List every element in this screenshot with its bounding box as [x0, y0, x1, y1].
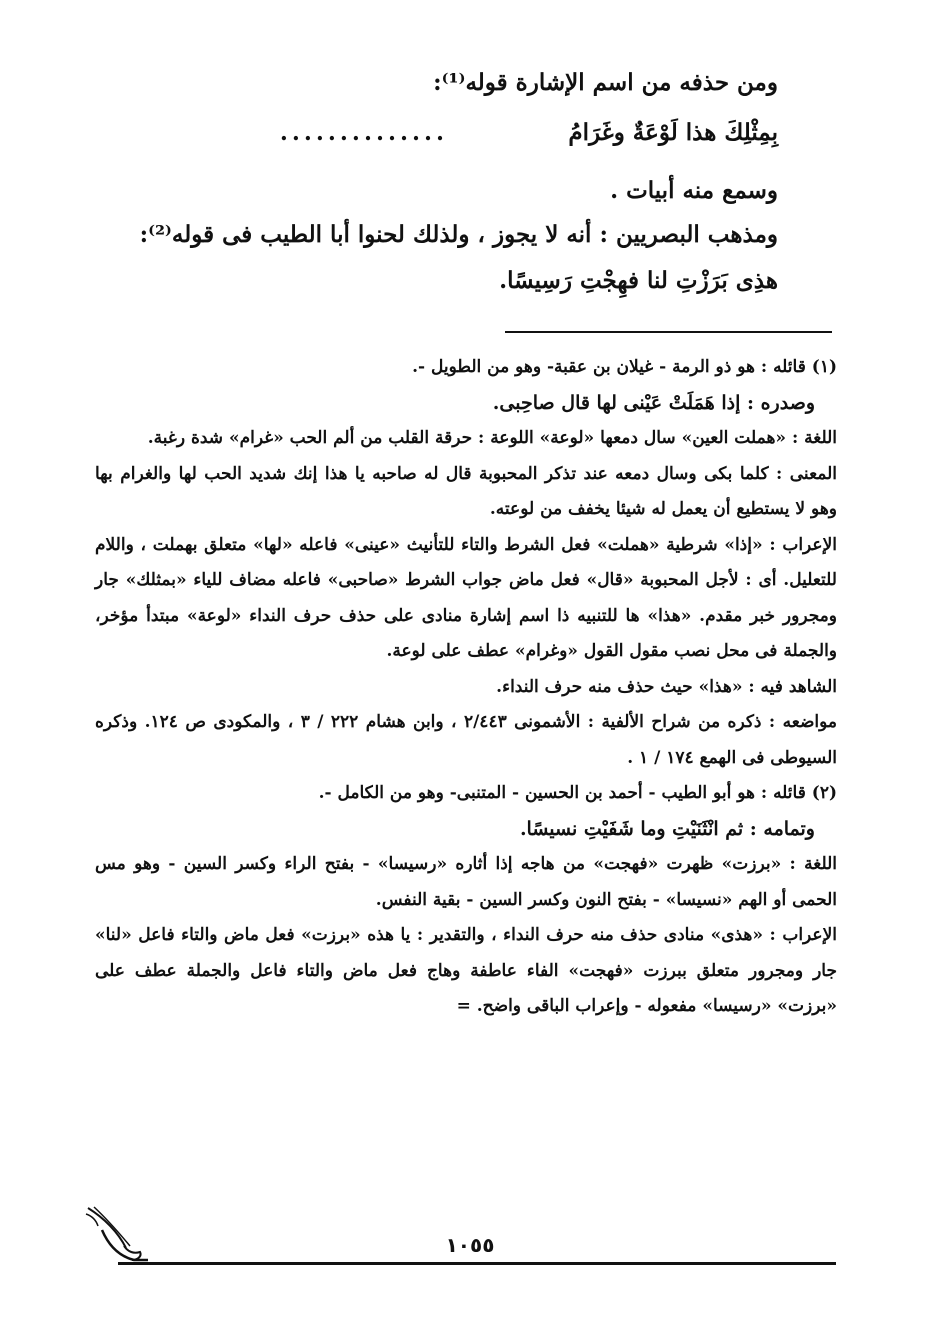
footnotes: [95, 350, 837, 1025]
main-line-4: ومذهب البصريين : أنه لا يجوز ، ولذلك لحنوا أبا الطيب فى قوله⁽²⁾:: [139, 221, 778, 248]
main-line-1: ومن حذفه من اسم الإشارة قوله⁽¹⁾:: [433, 69, 778, 96]
footnote-2-completion: وتمامه : ثم انْثَنَيْتِ وما شَفَيْتِ نسيسًا.: [519, 817, 815, 840]
page-number: ١٠٥٥: [445, 1233, 495, 1257]
footnote-2-lexicon: اللغة : «برزت» ظهرت «فهجت» من هاجه إذا أثاره «رسيسا» - بفتح الراء وكسر السين - وهو مس الحمى أو الهم «نسيسا» - بفتح النون وكسر السين - بقية النفس.: [95, 854, 837, 910]
footnote-1-first-hemistich: وصدره : إذا هَمَلَتْ عَيْنى لها قال صاحِبى.: [492, 391, 815, 414]
footnote-2-author: (٢) قائله : هو أبو الطيب - أحمد بن الحسين - المتنبى- وهو من الكامل -.: [318, 783, 837, 803]
verse-hemistich: بِمِثْلِكَ هذا لَوْعَةٌ وغَرَامُ: [568, 119, 778, 146]
footnote-2-parsing: الإعراب : «هذى» منادى حذف منه حرف النداء ، والتقدير : يا هذه «برزت» فعل ماض والتاء فاعل «لنا» جار ومجرور متعلق ببرزت «فهجت» الفاء عاطفة وهاج فعل ماض والتاء فاعل والجملة عطف على «برزت» «رسيسا» مفعوله - وإعراب الباقى واضح. =: [95, 925, 837, 1016]
footnote-1-author: (١) قائله : هو ذو الرمة - غيلان بن عقبة- وهو من الطويل -.: [412, 357, 837, 377]
footnote-1-meaning: المعنى : كلما بكى وسال دمعه عند تذكر المحبوبة قال له صاحبه يا هذا إنك شديد الحب لها والغرام بها وهو لا يستطيع أن يعمل له شيئا يخفف من لوعته.: [95, 463, 837, 519]
footnote-1-evidence: الشاهد فيه : «هذا» حيث حذف منه حرف النداء.: [496, 676, 837, 697]
main-line-3: وسمع منه أبيات .: [610, 177, 778, 204]
footnote-1-sources: مواضعه : ذكره من شراح الألفية : الأشمونى ٢/٤٤٣ ، وابن هشام ٢٢٢ / ٣ ، والمكودى ص ١٢٤. وذكره السيوطى فى الهمع ١٧٤ / ١ .: [95, 712, 838, 768]
footnote-1-parsing: الإعراب : «إذا» شرطية «هملت» فعل الشرط والتاء للتأنيث «عينى» فاعله «لها» متعلق بهملت ، واللام للتعليل. أى : لأجل المحبوبة «قال» فعل ماض جواب الشرط «صاحبى» فاعله مضاف للياء «بمثلك» جار ومجرور خبر مقدم. «هذا» ها للتنبيه ذا اسم إشارة منادى على حذف حرف النداء «لوعة» مبتدأ مؤخر، والجملة فى محل نصب مقول القول «وغرام» عطف على لوعة.: [95, 534, 837, 661]
main-line-5: هذِى بَرَزْتِ لنا فهِجْتِ رَسِيسًا.: [499, 267, 778, 294]
bottom-rule: [118, 1262, 836, 1265]
verse-omission-dots: ..............: [279, 119, 448, 146]
footnote-divider: [505, 331, 832, 333]
footnote-1-lexicon: اللغة : «هملت العين» سال دمعها «لوعة» اللوعة : حرقة القلب من ألم الحب «غرام» شدة رغبة.: [147, 428, 837, 448]
quill-pen-icon: [84, 1204, 154, 1266]
